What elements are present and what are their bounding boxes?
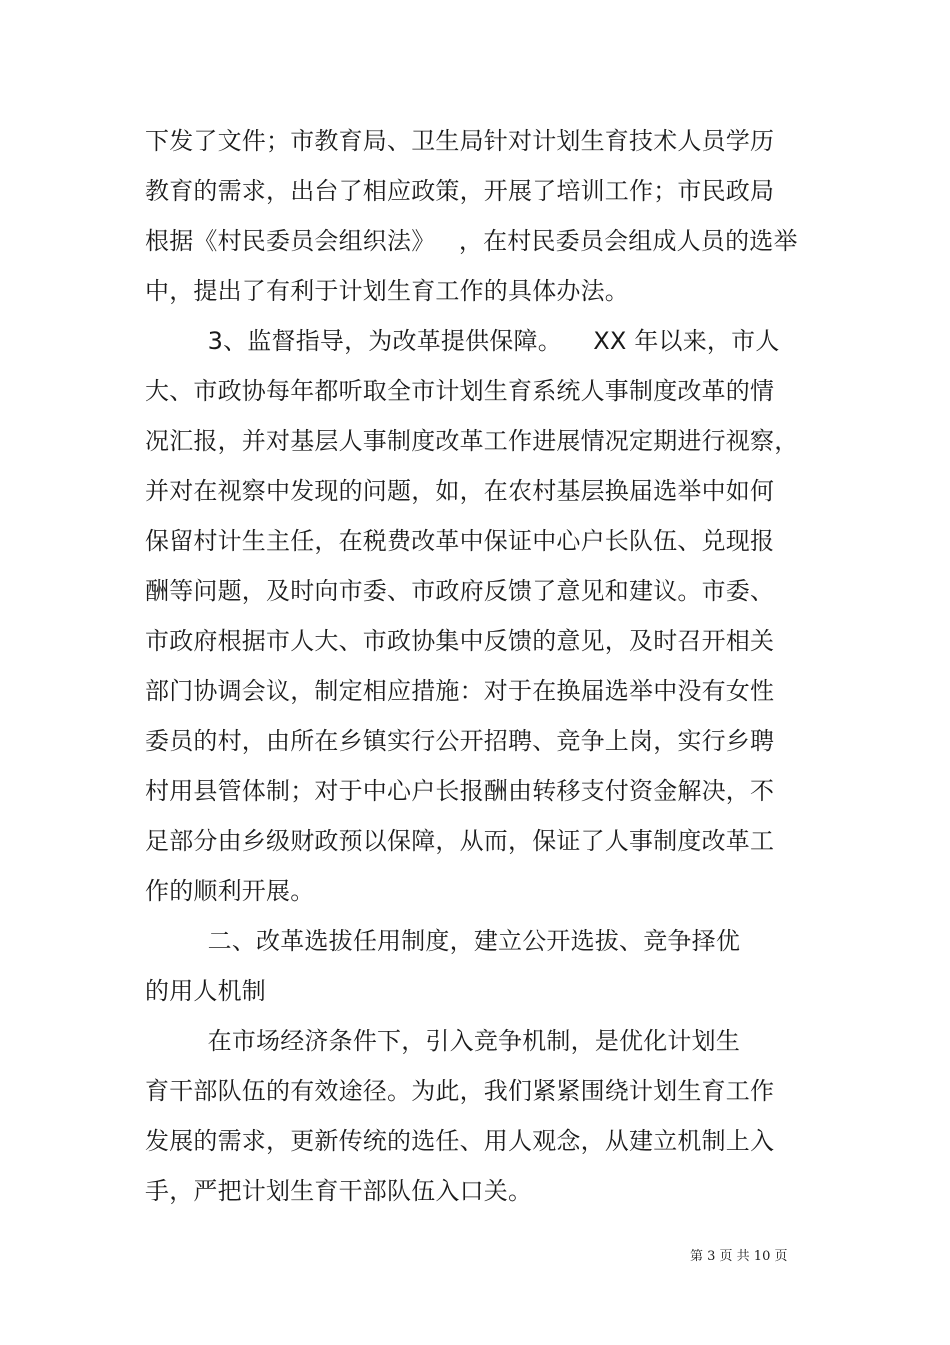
text-line: 并对在视察中发现的问题，如，在农村基层换届选举中如何 (145, 477, 775, 505)
text-line: 手，严把计划生育干部队伍入口关。 (145, 1177, 533, 1205)
text-line: 在市场经济条件下，引入竞争机制，是优化计划生 (145, 1027, 741, 1055)
text-line: 委员的村，由所在乡镇实行公开招聘、竞争上岗，实行乡聘 (145, 727, 775, 755)
text-line: 根据《村民委员会组织法》 ，在村民委员会组成人员的选举 (145, 227, 798, 255)
text-line: 作的顺利开展。 (145, 877, 315, 905)
text-line: 下发了文件；市教育局、卫生局针对计划生育技术人员学历 (145, 127, 775, 155)
text-line: 发展的需求，更新传统的选任、用人观念，从建立机制上入 (145, 1127, 775, 1155)
text-line: 教育的需求，出台了相应政策，开展了培训工作；市民政局 (145, 177, 775, 205)
text-line: 酬等问题，及时向市委、市政府反馈了意见和建议。市委、 (145, 577, 775, 605)
text-line: 况汇报，并对基层人事制度改革工作进展情况定期进行视察， (145, 427, 799, 455)
text-line: 保留村计生主任，在税费改革中保证中心户长队伍、兑现报 (145, 527, 775, 555)
text-line: 中，提出了有利于计划生育工作的具体办法。 (145, 277, 629, 305)
text-line: 足部分由乡级财政预以保障，从而，保证了人事制度改革工 (145, 827, 775, 855)
text-line: 大、市政协每年都听取全市计划生育系统人事制度改革的情 (145, 377, 775, 405)
text-line: 市政府根据市人大、市政协集中反馈的意见，及时召开相关 (145, 627, 775, 655)
text-line: 部门协调会议，制定相应措施：对于在换届选举中没有女性 (145, 677, 775, 705)
section-heading: 二、改革选拔任用制度，建立公开选拔、竞争择优 (145, 927, 741, 955)
text-line: 育干部队伍的有效途径。为此，我们紧紧围绕计划生育工作 (145, 1077, 775, 1105)
text-line: 村用县管体制；对于中心户长报酬由转移支付资金解决，不 (145, 777, 775, 805)
section-heading: 3、监督指导，为改革提供保障。 XX 年以来，市人 (145, 327, 780, 355)
page-number-footer: 第 3 页 共 10 页 (690, 1249, 788, 1264)
text-line: 的用人机制 (145, 977, 266, 1005)
